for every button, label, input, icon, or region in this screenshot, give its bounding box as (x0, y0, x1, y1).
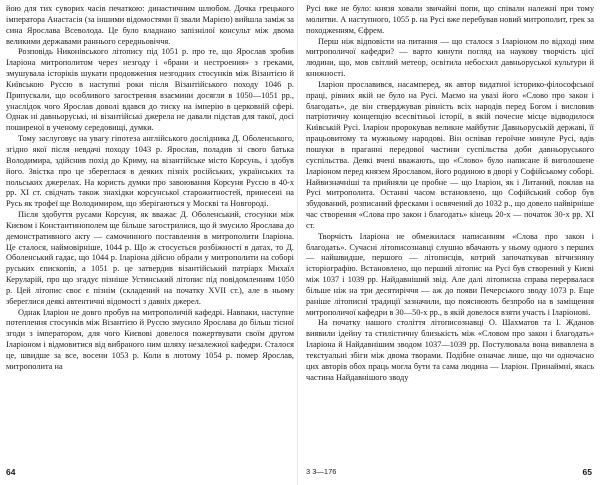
right-paragraph-1: Русі вже не було: князя ховали звичайні попи, що співали належні при тому молитви. А наступного, 1055 р. на Русі вже перебував новий митрополит, грек за походженням, Єфрем. (306, 4, 594, 35)
left-paragraph-1: йою для тих суворих часів печаткою: династичним шлюбом. Дочка грецького імператора Анастасія (за іншими відомостями її звали Марією) вийшла заміж за сина Ярослава Всеволода. Це було владнано запізнілої консульт між двома великими державами раннього середньовіччя. (6, 4, 294, 46)
left-paragraph-3: Тому заслуговує на увагу гіпотеза англійського дослідника Д. Оболенського, згідно якої після невдачі походу 1043 р. Ярослав, поладив зі свого батька Володимира, здійснив похід до Криму, на візантійське місто Корсунь, і здобув його. Звістка про це збереглася в деяких пізніх російських, українських та польських джерелах. На користь думки про завоювання Корсуня Руссю в 40-х рр. XI ст. свідчать також знахідки корсунської старожитностей, принесені на Русь як трофеї ще Володимиром, що зберігаються у Москві та Новгороді. (6, 134, 294, 209)
book-gutter (297, 0, 298, 485)
left-page (6, 4, 294, 480)
left-paragraph-4: Після здобуття русами Корсуня, як вважає Д. Оболенський, стосунки між Києвом і Константинополем ще більше загострилися, що й змусило Ярослава до демонстративного акту — самочинного поставлення в митрополити Іларіона. Це сталося, наймовірніше, 1044 р. Що ж стосується розбіжності в датах, то Д. Оболенський гадає, що 1044 р. Іларіона дійсно обрали у митрополити на соборі руських єпископів, а 1051 р. це затвердив візантійський патріарх Михаїл Керуларій, про що згадує пізніше Устинський літопис під повідомленням 1050 р. Цей літопис своє є пізнім (складений на початку XVII ст.), але в ньому збереглися деякі автентичні відомості з давніх джерел. (6, 210, 294, 306)
right-page-text (306, 4, 594, 464)
left-paragraph-2: Розповідь Никонівського літопису під 1051 р. про те, що Ярослав зробив Іларіона митрополитом через незгоду і «брани и нестроения» з греками, змушувала історіків шукати продовження незгодних стосунків між Візантією й Київською Руссю в наступні роки після Візантійського походу 1046 р. Припускали, що особливого загострення взаємини досягли в 1050—1051 рр., унаслідок чого Ярослав доволі вдався до тиску на імперію в церковній сфері. Однак ні давньоруські, ні візантійські джерела не давали підстав для такої, досі поширеної в ученому середовищі, думки. (6, 47, 294, 133)
right-paragraph-3: Іларіон прославився, насамперед, як автор видатної історико-філософської праці, рівних якій не було на Русі. Маємо на увазі його «Слово про закон і благодать», де він стверджував рівність всіх народів перед Богом і висловив патріотичну концепцію всесвітньої історії, в якій почесне місце відводилося Київській Русі. Іларіон пророкував великне майбутнє Давньоруській державі, її працьовитому та мужньому народові. Він оспівав героїчне минуле Русі, вдів пошуки в праганні передової частини суспільства доби давньоруського суспільства. Деякі вчені вважають, що «Слово» було написане й виголошене Іларіоном перед князем Ярославом, його родиною в дворі у Софійському соборі. Найвизначніші та прийняли це пробне — що Іларіон, як і Литаний, поклав на Русі митрополита. Останні часом встановлено, що Софійський собор був збудований, розписаний фресками і освячений до 1032 р., що довело найвірніше час створення «Слова про закон і благодать» кінець 20-х — початок 30-х рр. XI ст. (306, 79, 594, 230)
right-paragraph-5: На початку нашого століття літописознавці О. Шахматов та І. Жданов виявили ідейну та стилістичну близькість між «Словом про закон і благодать» Іларіона й Найдавнішим зводом 1037—1039 рр. Постулювала вона вивавлена в текстуальні збіги між двома творами. Подібне означає лише, що чи одночасно цих авторів обох праць могла бути та сама людина — Іларіон. Принаймні, якась частина Найдавнішого зводу (306, 318, 594, 382)
right-page (306, 4, 594, 480)
right-paragraph-4: Творчість Іларіона не обмежилася написанням «Слова про закон і благодать». Сучасні літописознавці слушно вбачають у ньому одного з перших — найшвидше, першого — літописців, котрий започаткував вітчизняну історіографію. Встановлено, що перший літопис на Русі був створений у Києві між 1037 і 1039 рр. Найдавніший звід. Але далі літописна справа перервалася більше ніж на три десятиріччя — аж до появи Печерського зводу 1073 р. Еще раніше літописні традиції зазначили, що пояснюють безпробо на в заміщення митрополичої кафедри в 30—50-х рр., в якій довелося взяти участь і Іларіонові. (306, 231, 594, 317)
right-paragraph-2: Перш ніж відповісти на питання — що сталося з Іларіоном по відході ним митрополичої кафедри? — варто кинути погляд на наукову творчість цієї людини, що, мов світлий метеор, освітила небосхил давньоруської культури й книжності. (306, 36, 594, 79)
left-page-text (6, 4, 294, 464)
left-paragraph-5: Однак Іларіон не довго пробув на митрополичій кафедрі. Навпаки, наступне потеплення стосунків між Візантією й Руссю змусило Ярослава до більш тісної згоди з імператором, для чого Києвові довелося пожертвувати своїм другом Іларіоном і відмовитися від вибраного ним шляху незалежної кафедри. Сталося це, швидше за все, восени 1053 р. Коли в лютому 1054 р. помер Ярослав, митрополита на (6, 307, 294, 371)
printer-signature-mark: 3 3—176 (306, 467, 337, 476)
right-page-number: 65 (582, 467, 592, 477)
left-page-number: 64 (6, 467, 16, 477)
